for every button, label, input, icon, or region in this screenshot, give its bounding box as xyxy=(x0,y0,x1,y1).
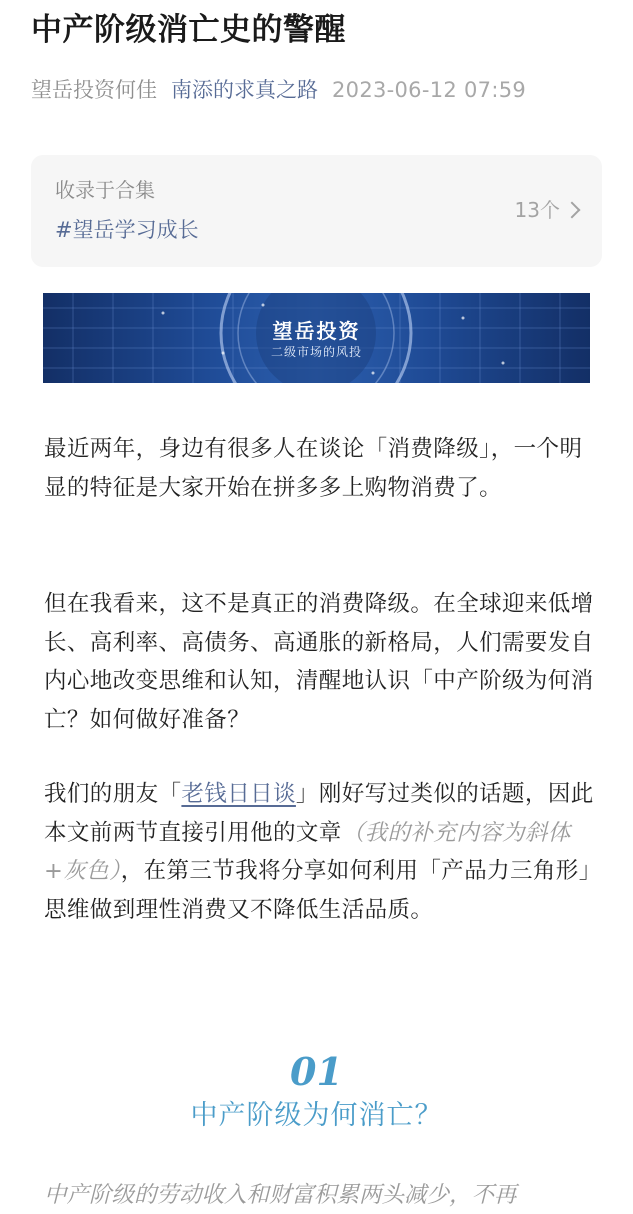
chevron-right-icon xyxy=(564,202,581,219)
paragraph-3-note: （我的补充内容为斜体+灰色） xyxy=(44,819,571,884)
paragraph-2: 但在我看来，这不是真正的消费降级。在全球迎来低增长、高利率、高债务、高通胀的新格局，人们需要发自内心地改变思维和认知，清醒地认识「中产阶级为何消亡？如何做好准备？ xyxy=(44,591,594,733)
section-title: 中产阶级为何消亡？ xyxy=(190,1100,443,1131)
collection-tag[interactable]: #望岳学习成长 xyxy=(55,218,199,242)
paragraph-1: 最近两年，身边有很多人在谈论「消费降级」，一个明显的特征是大家开始在拼多多上购物消费了。 xyxy=(44,436,583,501)
laoqian-link[interactable]: 老钱日日谈 xyxy=(181,781,296,807)
author-name: 望岳投资何佳 xyxy=(31,78,157,102)
article-meta xyxy=(31,74,621,106)
article-title: 中产阶级消亡史的警醒 xyxy=(31,12,346,48)
account-link[interactable]: 南添的求真之路 xyxy=(171,78,318,102)
section-intro-text: 中产阶级的劳动收入和财富积累两头减少，不再 xyxy=(44,1182,517,1208)
section-number: 01 xyxy=(290,1049,343,1094)
collection-label: 收录于合集 xyxy=(55,178,155,202)
collection-card[interactable] xyxy=(31,155,602,267)
header-banner-image xyxy=(43,293,590,383)
collection-count[interactable] xyxy=(515,195,578,225)
paragraph-3-text-b: 」刚好写过类似的话题，因此本文前两节直接引用他的文章 xyxy=(44,781,594,846)
paragraph-3-text-c: ，在第三节我将分享如何利用「产品力三角形」思维做到理性消费又不降低生活品质。 xyxy=(44,858,591,923)
banner-brand: 望岳投资 xyxy=(272,319,361,343)
paragraph-3 xyxy=(44,775,594,929)
publish-date: 2023-06-12 07:59 xyxy=(332,78,527,102)
banner-subtitle: 二级市场的风投 xyxy=(270,345,362,359)
paragraph-3-text-a: 我们的朋友「 xyxy=(44,781,182,807)
collection-count-text: 13个 xyxy=(514,198,560,222)
